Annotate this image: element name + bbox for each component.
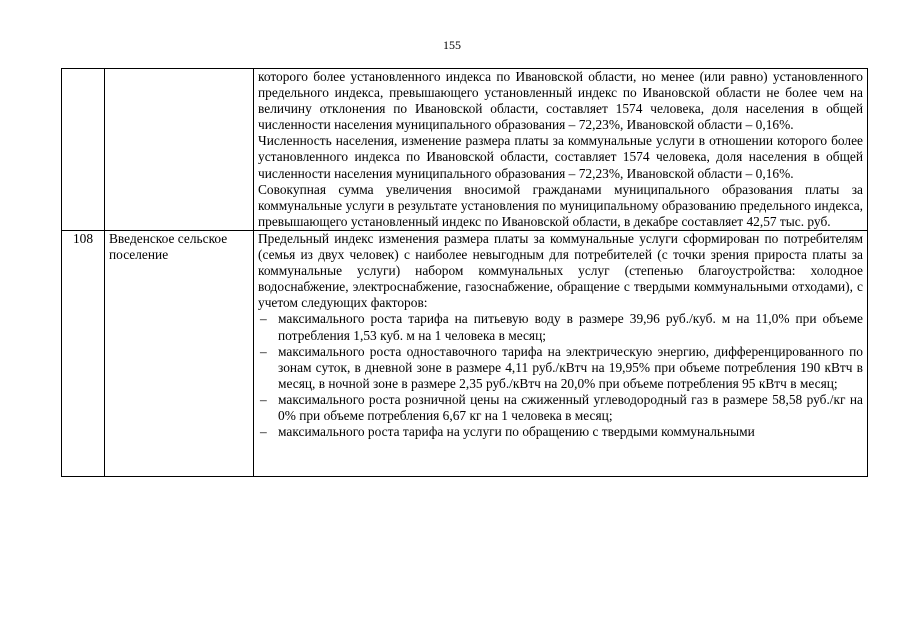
factor-text: максимального роста тарифа на услуги по обращению с твердыми коммунальными [278, 424, 755, 440]
dash-marker: – [260, 343, 267, 359]
table-row [62, 230, 868, 476]
list-item [258, 311, 863, 343]
list-item [258, 392, 863, 424]
list-item [258, 424, 863, 440]
factor-text: максимального роста одноставочного тарифа на электрическую энергию, дифференцированного по зонам суток, в дневной зоне в размере 4,11 руб./кВтч на 19,95% при объеме потребления 190 кВтч в месяц, в ночной зоне в размере 2,35 руб./кВтч на 20,0% при объеме потребления 95 кВтч в месяц; [278, 343, 863, 391]
paragraph: которого более установленного индекса по Ивановской области, но менее (или равно) установленного предельного индекса, превышающего установленный индекс по Ивановской области не более чем на величину отклонения по Ивановской области, составляет 1574 человека, доля населения в общей численности населения муниципального образования – 72,23%, Ивановской области – 0,16%. [258, 69, 863, 133]
page-number: 155 [443, 38, 461, 52]
dash-marker: – [260, 311, 267, 327]
paragraph: Совокупная сумма увеличения вносимой гражданами муниципального образования платы за коммунальные услуги в результате установления по муниципальному образованию предельного индекса, превышающего установленный индекс по Ивановской области, в декабре составляет 42,57 тыс. руб. [258, 181, 863, 229]
factor-text: максимального роста розничной цены на сжиженный углеводородный газ в размере 58,58 руб./кг на 0% при объеме потребления 6,67 кг на 1 человека в месяц; [278, 391, 863, 423]
table-row [62, 69, 868, 231]
row-number-cell [62, 69, 105, 231]
description-cell [254, 230, 868, 476]
factors-list [258, 311, 863, 440]
dash-marker: – [260, 391, 267, 407]
intro-paragraph: Предельный индекс изменения размера платы за коммунальные услуги сформирован по потребителям (семья из двух человек) с наиболее невыгодным для потребителей (с точки зрения прироста платы за коммунальные услуги) набором коммунальных услуг (степенью благоустройства: холодное водоснабжение, электроснабжение, газоснабжение, обращение с твердыми коммунальными отходами), с учетом следующих факторов: [258, 230, 863, 311]
settlement-name-cell [105, 69, 254, 231]
dash-marker: – [260, 424, 267, 440]
paragraph: Численность населения, изменение размера платы за коммунальные услуги в отношении которого более установленного индекса по Ивановской области, составляет 1574 человека, доля населения в общей численности населения муниципального образования – 72,23%, Ивановской области – 0,16%. [258, 133, 863, 181]
factor-text: максимального роста тарифа на питьевую воду в размере 39,96 руб./куб. м на 11,0% при объеме потребления 1,53 куб. м на 1 человека в месяц; [278, 311, 863, 343]
document-table [61, 68, 868, 477]
settlement-name-cell: Введенское сельское поселение [105, 230, 254, 476]
row-number-cell: 108 [62, 230, 105, 476]
description-cell [254, 69, 868, 231]
list-item [258, 344, 863, 392]
